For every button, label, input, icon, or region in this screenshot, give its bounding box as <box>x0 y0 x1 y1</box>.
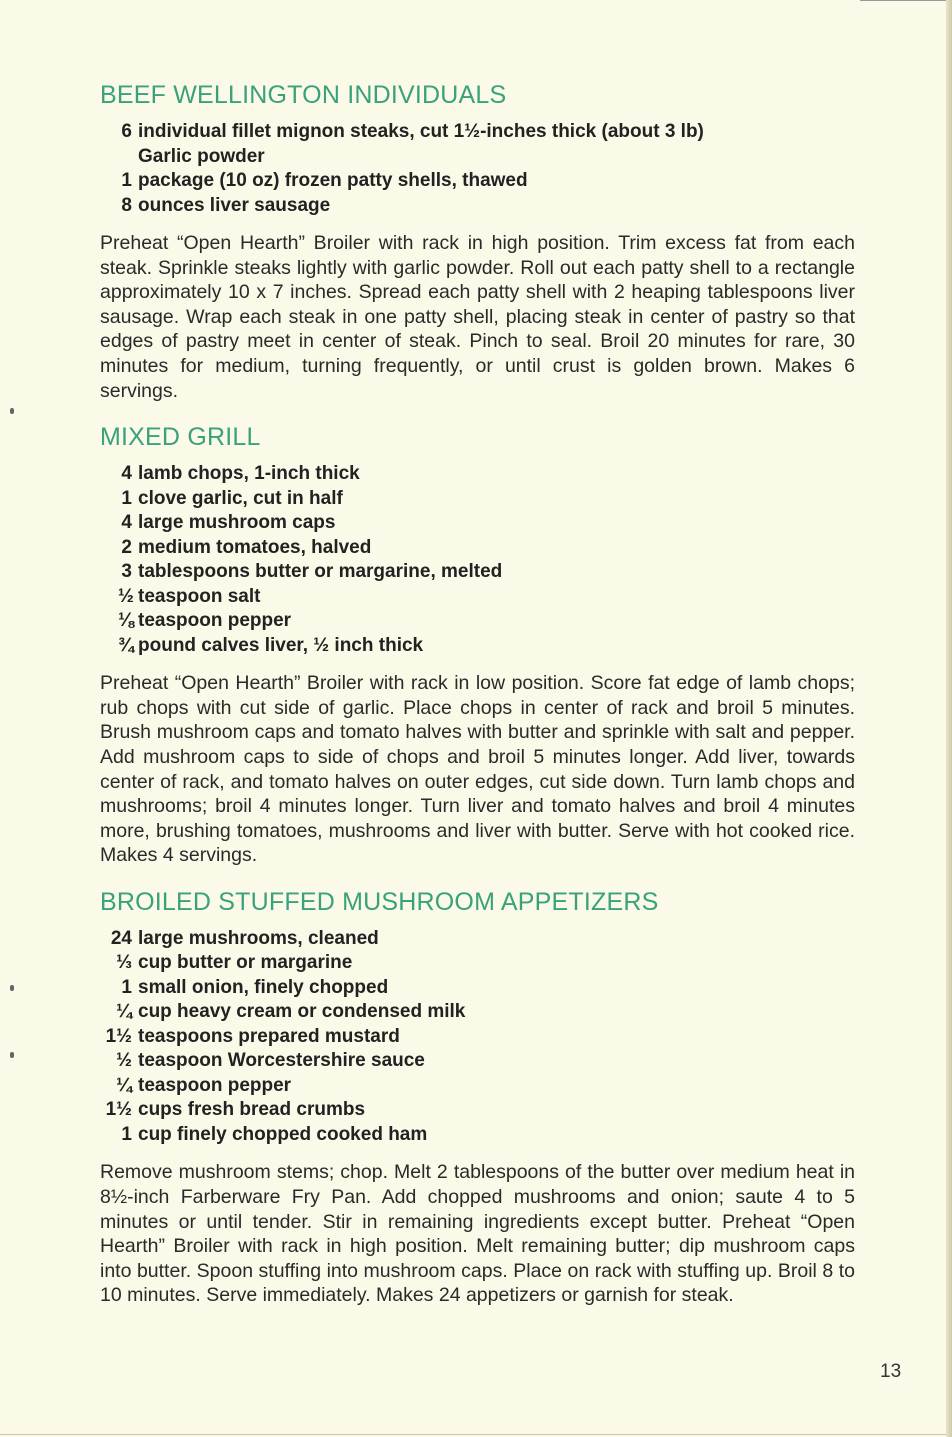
ingredient-item <box>105 927 855 952</box>
ingredient-list <box>118 462 855 658</box>
recipe-page <box>100 78 855 1308</box>
recipe-directions: Preheat “Open Hearth” Broiler with rack in high position. Trim excess fat from each steak. Sprinkle steaks lightly with garlic powder. Roll out each patty shell to a rectangle approximately 10 x 7 inches. Spread each patty shell with 2 heaping tablespoons liver sausage. Wrap each steak in one patty shell, placing steak in center of pastry so that edges of pastry meet in center of steak. Pinch to seal. Broil 20 minutes for rare, 30 minutes for medium, turning frequently, or until crust is golden brown. Makes 6 servings. <box>100 232 855 402</box>
recipe-directions: Remove mushroom stems; chop. Melt 2 tablespoons of the butter over medium heat in 8½-inch Farberware Fry Pan. Add chopped mushrooms and onion; saute 4 to 5 minutes or until tender. Stir in remaining ingredients except butter. Preheat “Open Hearth” Broiler with rack in high position. Melt remaining butter; dip mushroom caps into butter. Spoon stuffing into mushroom caps. Place on rack with stuffing up. Broil 8 to 10 minutes. Serve immediately. Makes 24 appetizers or garnish for steak. <box>100 1161 855 1307</box>
ingredient-text: pound calves liver, ½ inch thick <box>138 634 424 656</box>
ingredient-qty: 1½ <box>105 1025 132 1047</box>
ingredient-item <box>118 634 855 659</box>
ingredient-text: package (10 oz) frozen patty shells, thawed <box>138 170 528 191</box>
ingredient-item <box>118 585 855 610</box>
ingredient-list <box>105 927 855 1148</box>
recipe-directions: Preheat “Open Hearth” Broiler with rack in low position. Score fat edge of lamb chops; rub chops with cut side of garlic. Place chops in center of rack and broil 5 minutes. Brush mushroom caps and tomato halves with butter and sprinkle with salt and pepper. Add mushroom caps to side of chops and broil 5 minutes longer. Add liver, towards center of rack, and tomato halves on outer edges, cut side down. Turn lamb chops and mushrooms; broil 4 minutes longer. Turn liver and tomato halves and broil 4 minutes more, brushing tomatoes, mushrooms and liver with butter. Serve with hot cooked rice. Makes 4 servings. <box>100 672 855 867</box>
ingredient-item <box>105 1000 855 1025</box>
ingredient-text: large mushrooms, cleaned <box>138 927 379 949</box>
ingredient-item <box>118 462 855 487</box>
ingredient-text: cup finely chopped cooked ham <box>138 1123 428 1145</box>
ingredient-item <box>118 120 855 145</box>
ingredient-text: small onion, finely chopped <box>138 976 389 998</box>
ingredient-text: cups fresh bread crumbs <box>138 1099 366 1121</box>
ingredient-text: individual fillet mignon steaks, cut 1½-inches thick (about 3 lb) <box>138 121 704 142</box>
recipe-title: MIXED GRILL <box>100 423 261 452</box>
ingredient-qty: 1 <box>121 976 132 998</box>
ingredient-text: teaspoon Worcestershire sauce <box>138 1050 425 1072</box>
ingredient-text: teaspoon pepper <box>138 610 292 632</box>
ingredient-item <box>105 1074 855 1099</box>
page-edge <box>946 0 952 1437</box>
ingredient-item <box>105 1098 855 1123</box>
ingredient-item <box>118 487 855 512</box>
ingredient-qty: 4 <box>121 512 132 534</box>
ingredient-item <box>118 560 855 585</box>
ingredient-qty: ½ <box>118 585 134 607</box>
bottom-rule <box>0 1434 946 1435</box>
ingredient-text: lamb chops, 1-inch thick <box>138 463 360 485</box>
ingredient-text: Garlic powder <box>138 145 265 167</box>
ingredient-qty: ¼ <box>116 1074 132 1096</box>
ingredient-qty: ⅓ <box>116 952 132 974</box>
recipe-mixed-grill <box>100 420 855 868</box>
ingredient-item <box>105 1025 855 1050</box>
ingredient-text: teaspoon salt <box>138 585 261 607</box>
margin-mark <box>10 985 14 991</box>
ingredient-item <box>118 145 855 170</box>
margin-mark <box>10 408 14 414</box>
ingredient-qty: ¾ <box>118 634 134 656</box>
ingredient-qty: 8 <box>121 194 132 216</box>
recipe-stuffed-mushrooms <box>100 885 855 1308</box>
ingredient-qty: 4 <box>121 463 132 485</box>
ingredient-item <box>118 536 855 561</box>
ingredient-item <box>118 609 855 634</box>
ingredient-item <box>105 976 855 1001</box>
ingredient-text: teaspoons prepared mustard <box>138 1025 400 1047</box>
ingredient-qty <box>118 145 138 170</box>
ingredient-qty: 1 <box>121 170 132 191</box>
page-number: 13 <box>880 1361 902 1382</box>
margin-mark <box>10 1052 14 1058</box>
ingredient-item <box>118 511 855 536</box>
ingredient-item <box>105 951 855 976</box>
ingredient-qty: 1 <box>121 1123 132 1145</box>
ingredient-qty: ⅛ <box>118 610 134 632</box>
ingredient-list <box>118 120 855 218</box>
ingredient-qty: 2 <box>121 536 132 558</box>
top-rule <box>860 0 946 1</box>
ingredient-qty: 1½ <box>105 1099 132 1121</box>
ingredient-qty: ¼ <box>116 1001 132 1023</box>
ingredient-text: medium tomatoes, halved <box>138 536 372 558</box>
ingredient-qty: 3 <box>121 561 132 583</box>
ingredient-text: large mushroom caps <box>138 512 336 534</box>
recipe-title: BROILED STUFFED MUSHROOM APPETIZERS <box>100 887 659 916</box>
ingredient-qty: 6 <box>121 121 132 142</box>
ingredient-qty: 24 <box>110 927 132 949</box>
ingredient-text: clove garlic, cut in half <box>138 487 343 509</box>
ingredient-text: cup heavy cream or condensed milk <box>138 1001 466 1023</box>
ingredient-text: ounces liver sausage <box>138 194 331 216</box>
ingredient-text: cup butter or margarine <box>138 952 353 974</box>
recipe-beef-wellington <box>100 78 855 403</box>
ingredient-text: tablespoons butter or margarine, melted <box>138 561 503 583</box>
ingredient-item <box>105 1123 855 1148</box>
ingredient-item <box>118 194 855 219</box>
ingredient-item <box>118 169 855 194</box>
ingredient-item <box>105 1049 855 1074</box>
recipe-title: BEEF WELLINGTON INDIVIDUALS <box>100 81 507 109</box>
ingredient-qty: ½ <box>116 1050 132 1072</box>
ingredient-qty: 1 <box>121 487 132 509</box>
ingredient-text: teaspoon pepper <box>138 1074 292 1096</box>
